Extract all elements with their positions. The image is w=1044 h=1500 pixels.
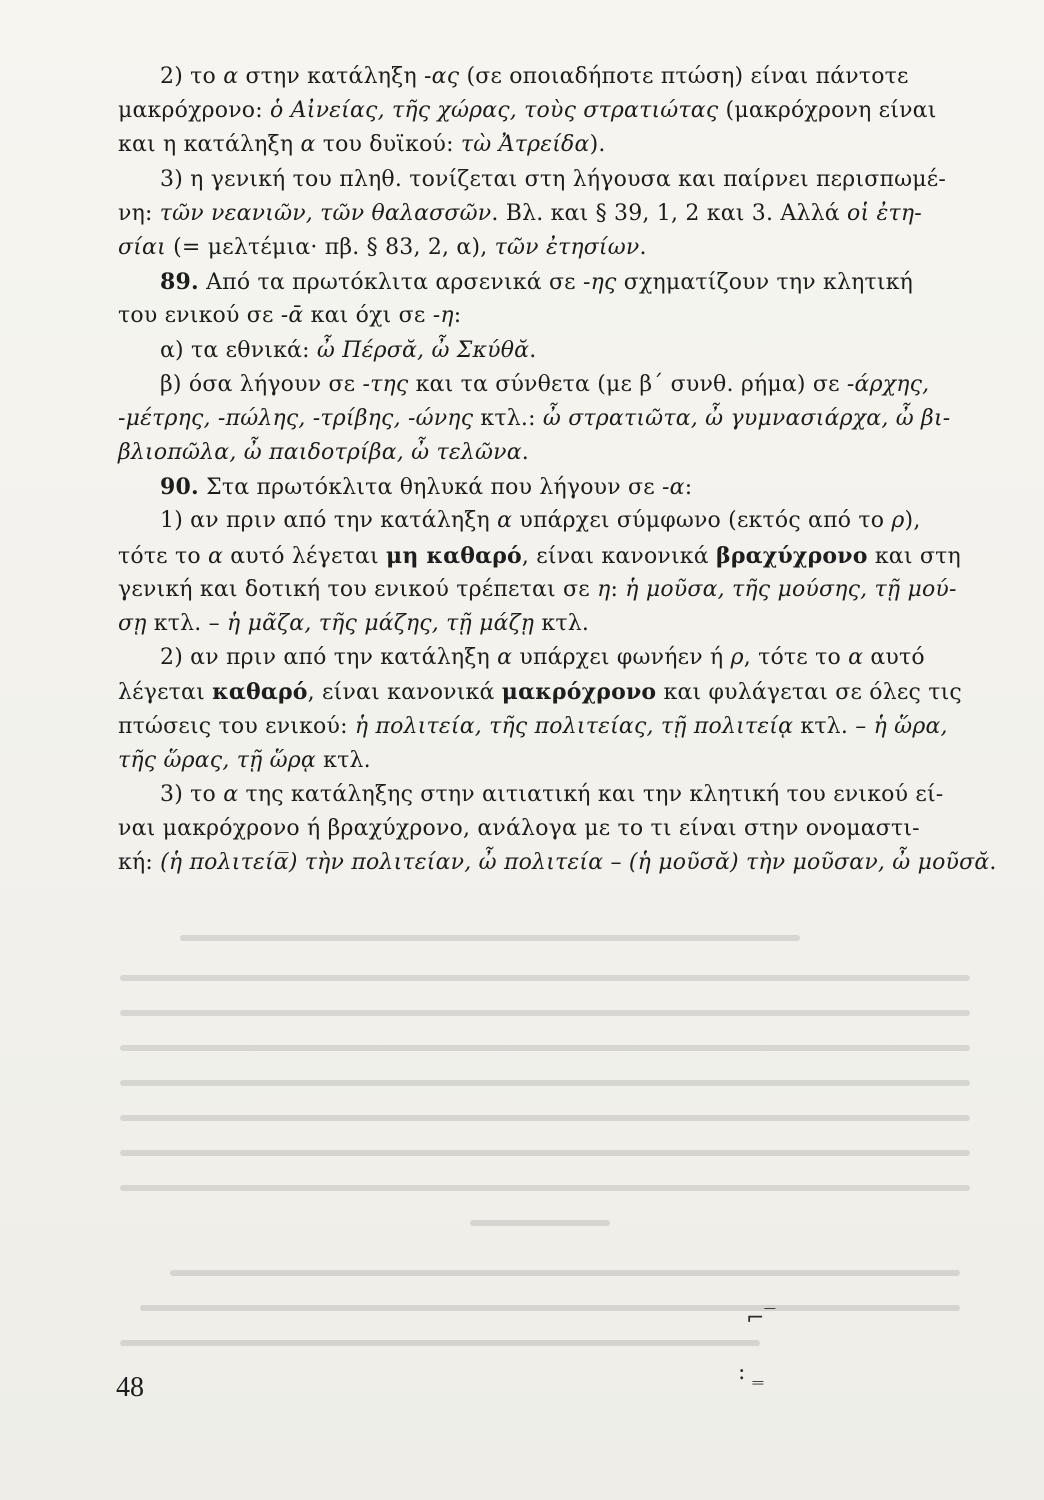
text-segment: τῆς ὥρας, τῇ ὥρᾳ (118, 747, 316, 773)
text-segment: ρ (730, 645, 744, 671)
text-segment: και φυλάγεται σε όλες τις (656, 680, 962, 706)
text-segment: κτλ. – (146, 611, 228, 636)
text-line-1 (118, 60, 998, 94)
text-segment: υπάρχει σύμφωνο (εκτός από το (512, 508, 892, 534)
text-segment: νη: (118, 200, 160, 226)
text-line-12 (118, 436, 998, 470)
text-segment: (= μελτέμια· πβ. § 83, 2, α), (165, 234, 495, 260)
text-segment: ἡ ὥρα, (873, 713, 948, 739)
text-segment: μη καθαρό (386, 542, 522, 569)
text-segment: . (639, 234, 647, 260)
text-segment: λέγεται (118, 680, 213, 706)
text-segment: (ἡ πολιτεία̅) τὴν πολιτείαν, ὦ πολιτεία (160, 850, 604, 876)
text-segment: : (453, 303, 462, 329)
text-segment: τότε το (118, 543, 208, 569)
text-segment: α) τα εθνικά: (160, 337, 317, 363)
text-segment: ἡ μᾶζα, τῆς μάζης, τῇ μάζῃ (227, 611, 535, 636)
text-segment: α (497, 508, 513, 534)
text-segment: : (610, 576, 626, 602)
text-segment: α (497, 645, 513, 671)
text-segment: , είναι κανονικά (307, 680, 502, 706)
text-segment: ρ (891, 508, 905, 534)
text-segment: 2) αν πριν από την κατάληξη (160, 645, 498, 671)
text-segment: γενική και δοτική του ενικού τρέπεται σε (118, 576, 598, 602)
text-line-3 (118, 128, 998, 162)
text-line-9 (118, 334, 998, 368)
text-segment: 90. (160, 474, 199, 501)
text-segment: κτλ. – (793, 713, 874, 739)
text-line-14 (118, 504, 998, 538)
text-segment: . (521, 440, 529, 466)
text-segment: Στα πρωτόκλιτα θηλυκά που λήγουν σε (198, 475, 663, 501)
text-line-18 (118, 641, 998, 675)
text-segment: ὦ Πέρσᾰ, ὦ Σκύθᾰ (316, 337, 530, 363)
text-line-2 (118, 94, 998, 128)
text-line-16 (118, 573, 998, 607)
section-89-heading-line (118, 265, 998, 299)
text-segment: 89. (160, 269, 199, 296)
text-segment: και στη (867, 543, 961, 569)
text-segment: , είναι κανονικά (521, 543, 717, 569)
text-segment: και όχι σε (303, 303, 433, 329)
ink-smudge-mark-2: : ‗ (738, 1360, 764, 1385)
text-segment: και η κατάληξη (118, 132, 301, 158)
text-segment: σχηματίζουν την κλητική (616, 270, 914, 296)
text-segment: ἡ πολιτεία, τῆς πολιτείας, τῇ πολιτείᾳ (354, 713, 794, 739)
text-line-22 (118, 778, 998, 812)
text-line-19 (118, 675, 998, 709)
text-segment: και τα σύνθετα (με β΄ συνθ. ρήμα) σε (408, 371, 847, 397)
text-segment: 2) το (160, 64, 224, 89)
text-segment: μακρόχρονο (501, 679, 657, 706)
text-segment: -της (362, 371, 409, 397)
text-segment: στην κατάληξη (238, 64, 425, 89)
text-segment: του δυϊκού: (315, 132, 461, 158)
main-text (118, 60, 998, 881)
text-segment: (ἡ μοῦσᾰ) τὴν μοῦσαν, ὦ μοῦσᾰ (628, 850, 990, 876)
text-segment: κή: (118, 850, 161, 876)
text-line-15 (118, 539, 998, 573)
text-segment: η (597, 576, 611, 602)
text-segment: σίαι (118, 234, 166, 260)
text-segment: α (223, 64, 239, 89)
text-segment: -η (432, 303, 454, 329)
text-segment: αυτό λέγεται (223, 543, 387, 569)
text-line-8 (118, 299, 998, 333)
section-90-heading-line (118, 470, 998, 504)
text-segment: κτλ.: (473, 405, 543, 431)
text-segment: 3) η γενική του πληθ. τονίζεται στη λήγουσα και παίρνει περισπωμέ- (160, 166, 946, 192)
text-segment: ὁ Αἰνείας, τῆς χώρας, τοὺς στρατιώτας (270, 98, 719, 124)
text-line-20 (118, 710, 998, 744)
text-line-11 (118, 402, 998, 436)
text-segment: ). (589, 132, 606, 158)
text-segment: -ης (582, 270, 617, 296)
text-segment: του ενικού σε (118, 303, 281, 329)
text-segment: κτλ. (534, 611, 590, 636)
text-segment: α (223, 781, 239, 807)
text-segment: ἡ μοῦσα, τῆς μούσης, τῇ μού- (625, 576, 957, 602)
text-segment: -ας (424, 64, 460, 89)
text-segment: βραχύχρονο (716, 542, 868, 569)
text-segment: της κατάληξης στην αιτιατική και την κλητική του ενικού εί- (238, 781, 944, 807)
text-segment: -μέτρης, -πώλης, -τρίβης, -ώνης (118, 405, 474, 431)
text-segment: οἱ ἐτη- (847, 200, 922, 226)
text-segment: αυτό (863, 645, 925, 671)
text-segment: τῶν ἐτησίων (494, 234, 640, 260)
text-line-17 (118, 607, 998, 641)
text-segment: . Βλ. και § 39, 1, 2 και 3. Αλλά (491, 200, 848, 226)
text-segment: πτώσεις του ενικού: (118, 713, 355, 739)
text-segment: 1) αν πριν από την κατάληξη (160, 508, 498, 534)
text-segment: υπάρχει φωνήεν ή (512, 645, 731, 671)
text-segment: α (300, 132, 316, 158)
text-segment: . (989, 850, 997, 876)
text-segment: σῃ (118, 611, 147, 636)
text-segment: βλιοπῶλα, ὦ παιδοτρίβα, ὦ τελῶνα (118, 440, 522, 466)
text-line-10 (118, 368, 998, 402)
text-segment: , τότε το (743, 645, 849, 671)
text-segment: (μακρόχρονη είναι (718, 98, 937, 124)
text-segment: -ᾱ (280, 303, 304, 329)
text-line-24 (118, 846, 998, 880)
text-segment: α (208, 543, 224, 569)
text-segment: : (684, 475, 693, 501)
text-line-5 (118, 197, 998, 231)
text-segment: (σε οποιαδήποτε πτώση) είναι πάντοτε (459, 64, 909, 89)
text-line-21 (118, 744, 998, 778)
text-segment: -άρχης, (846, 371, 930, 397)
text-segment: τῶν νεανιῶν, τῶν θαλασσῶν (159, 200, 492, 226)
bleed-marks (120, 935, 970, 1346)
text-segment: 3) το (160, 781, 224, 807)
text-segment: – (603, 850, 629, 876)
text-segment: α (848, 645, 864, 671)
text-segment: -α (662, 475, 685, 501)
text-segment: . (529, 337, 537, 363)
page-number: 48 (116, 1372, 144, 1403)
text-segment: ), (904, 508, 921, 534)
text-segment: καθαρό (212, 679, 308, 706)
text-line-6 (118, 231, 998, 265)
ink-smudge-mark: ⌐‾ (746, 1306, 776, 1331)
text-line-4 (118, 163, 998, 197)
text-segment: Από τα πρωτόκλιτα αρσενικά σε (198, 270, 583, 296)
text-segment: κτλ. (315, 747, 371, 773)
text-segment: ναι μακρόχρονο ή βραχύχρονο, ανάλογα με το τι είναι στην ονομαστι- (118, 816, 920, 842)
text-segment: β) όσα λήγουν σε (160, 371, 363, 397)
text-line-23 (118, 812, 998, 846)
text-segment: ὦ στρατιῶτα, ὦ γυμνασιάρχα, ὦ βι- (542, 405, 951, 431)
text-segment: μακρόχρονο: (118, 98, 271, 124)
text-segment: τὼ Ἀτρείδα (460, 132, 590, 158)
